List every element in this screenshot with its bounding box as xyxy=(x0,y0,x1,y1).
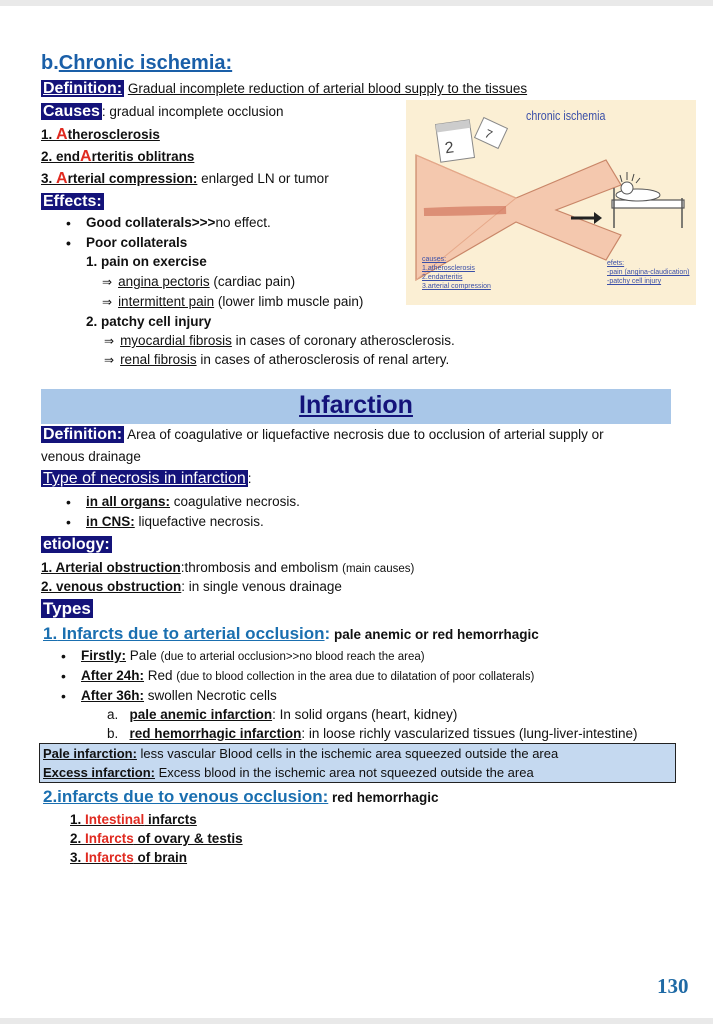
bullet-bold: Good collaterals>>> xyxy=(86,215,216,230)
cause-name: therosclerosis xyxy=(67,127,160,142)
necrosis-bullet-1 xyxy=(86,494,300,509)
section-heading xyxy=(41,52,232,75)
chronic-ischemia-diagram xyxy=(406,100,696,305)
note-term: Excess infarction: xyxy=(43,765,155,780)
type-title: 2.infarcts due to venous occlusion: xyxy=(43,787,329,806)
cause-item-2 xyxy=(41,148,194,166)
infarct-text: : In solid organs (heart, kidney) xyxy=(272,707,458,722)
diagram-effect: -patchy cell injury xyxy=(607,278,662,285)
type2-heading xyxy=(43,787,439,807)
causes-label: Causes xyxy=(43,103,100,120)
stage-bullet-2 xyxy=(81,668,534,683)
infarction-definition-line xyxy=(41,426,604,444)
item-text: of ovary & testis xyxy=(133,831,243,846)
diagram-effect: -pain (angina-claudication) xyxy=(607,269,690,276)
etiology-item-1 xyxy=(41,560,414,575)
cause-initial: A xyxy=(56,170,68,187)
infarct-term: red hemorrhagic infarction xyxy=(129,726,302,741)
cause-detail: enlarged LN or tumor xyxy=(197,171,329,186)
infarct-text: : in loose richly vascularized tissues (lung-liver-intestine) xyxy=(301,726,638,741)
item-highlight: Infarcts xyxy=(85,850,134,865)
type-subtitle: red hemorrhagic xyxy=(328,790,439,805)
effect-bullet-1 xyxy=(86,215,271,230)
diagram-cause: 2.endarteritis xyxy=(422,274,463,281)
sub-item-1a xyxy=(102,274,295,289)
stage-term: After 24h: xyxy=(81,668,145,683)
sub-item-2b xyxy=(104,352,449,367)
diagram-effects-head: efets: xyxy=(607,260,625,267)
etiology-item-2 xyxy=(41,579,342,594)
necrosis-type-line xyxy=(41,470,252,488)
cause-number: 3. xyxy=(41,171,57,186)
type-number: 1. xyxy=(43,624,58,643)
item-text: of brain xyxy=(133,850,188,865)
stage-note: (due to blood collection in the area due to dilatation of poor collaterals) xyxy=(176,671,535,683)
bullet-text: no effect. xyxy=(215,215,271,230)
etiology-term: 2. venous obstruction xyxy=(41,579,182,594)
note-text: Excess blood in the ischemic area not squeezed outside the area xyxy=(155,765,534,780)
type1-heading xyxy=(43,624,539,644)
term-detail: in cases of coronary atherosclerosis. xyxy=(231,333,455,348)
diagram-cause: 3.arterial compression xyxy=(422,283,491,290)
section-title: Chronic ischemia: xyxy=(58,52,233,74)
stage-term: After 36h: xyxy=(81,688,145,703)
type-subtitle: pale anemic or red hemorrhagic xyxy=(330,627,539,642)
venous-item-1 xyxy=(70,812,197,827)
etiology-note: (main causes) xyxy=(342,563,415,575)
bullet-text: coagulative necrosis. xyxy=(170,494,300,509)
page-number: 130 xyxy=(657,974,689,998)
page xyxy=(0,6,713,1018)
list-letter: a. xyxy=(107,707,119,722)
bullet-text: liquefactive necrosis. xyxy=(134,514,264,529)
note-line-1 xyxy=(43,746,558,761)
list-letter: b. xyxy=(107,726,119,741)
types-label: Types xyxy=(43,599,91,618)
bed-shape xyxy=(612,200,684,208)
causes-line xyxy=(41,103,284,121)
infarction-note-box xyxy=(39,743,676,783)
diagram-causes-head: causes: xyxy=(422,256,447,263)
stage-text: Red xyxy=(144,668,177,683)
venous-item-2 xyxy=(70,831,243,846)
item-highlight: Infarcts xyxy=(85,831,134,846)
definition-continued: venous drainage xyxy=(41,449,141,464)
types-line xyxy=(41,599,93,619)
definition-text: Area of coagulative or liquefactive necrosis due to occlusion of arterial supply or xyxy=(124,427,604,442)
infarct-term: pale anemic infarction xyxy=(129,707,273,722)
term: myocardial fibrosis xyxy=(120,333,232,348)
section-prefix: b. xyxy=(41,52,59,74)
cause-name: rteritis oblitrans xyxy=(91,149,195,164)
cause-item-3 xyxy=(41,170,329,188)
effects-line xyxy=(41,193,104,211)
definition-line xyxy=(41,80,527,98)
etiology-text: : in single venous drainage xyxy=(181,579,342,594)
item-number: 1. xyxy=(70,812,86,827)
stage-text: swollen Necrotic cells xyxy=(144,688,277,703)
bullet-term: in all organs: xyxy=(86,494,171,509)
sub-item-2a xyxy=(104,333,455,348)
sub-item-1b xyxy=(102,294,363,309)
infarction-banner xyxy=(41,389,671,424)
effects-label: Effects: xyxy=(43,193,102,210)
cause-initial: A xyxy=(56,126,68,143)
occlusion-shape xyxy=(424,210,506,212)
implies-icon: ⇒ xyxy=(104,334,115,348)
term: intermittent pain xyxy=(118,294,215,309)
necrosis-colon: : xyxy=(247,471,252,486)
sub-item-2: 2. patchy cell injury xyxy=(86,314,212,329)
term: renal fibrosis xyxy=(120,352,197,367)
svg-text:2: 2 xyxy=(443,139,456,158)
cause-initial: A xyxy=(80,148,92,165)
necrosis-bullet-2 xyxy=(86,514,264,529)
infarction-title: Infarction xyxy=(299,391,413,419)
bullet-term: in CNS: xyxy=(86,514,135,529)
item-number: 3. xyxy=(70,850,86,865)
stage-note: (due to arterial occlusion>>no blood reach the area) xyxy=(160,651,425,663)
stage-bullet-1 xyxy=(81,648,425,663)
diagram-title: chronic ischemia xyxy=(526,108,606,123)
diagram-causes xyxy=(422,255,491,291)
infarct-type-a xyxy=(107,707,457,722)
implies-icon: ⇒ xyxy=(102,275,113,289)
diagram-effects xyxy=(607,259,690,286)
item-highlight: Intestinal xyxy=(85,812,145,827)
stage-bullet-3 xyxy=(81,688,277,703)
definition-label: Definition: xyxy=(43,426,123,443)
stage-text: Pale xyxy=(126,648,161,663)
etiology-text: :thrombosis and embolism xyxy=(180,560,343,575)
note-text: less vascular Blood cells in the ischemic area squeezed outside the area xyxy=(136,746,559,761)
type-colon: : xyxy=(324,624,331,643)
svg-text:7: 7 xyxy=(482,126,495,142)
venous-item-3 xyxy=(70,850,187,865)
etiology-label: etiology: xyxy=(43,536,110,553)
necrosis-type-label: Type of necrosis in infarction xyxy=(43,470,246,487)
term: angina pectoris xyxy=(118,274,210,289)
infarct-type-b xyxy=(107,726,637,741)
effect-bullet-2: • Poor collaterals xyxy=(86,235,187,250)
cause-number: 2. end xyxy=(41,149,81,164)
item-text: infarcts xyxy=(144,812,197,827)
cause-item-1 xyxy=(41,126,160,144)
diagram-cause: 1.atherosclerosis xyxy=(422,265,475,272)
term-detail: (cardiac pain) xyxy=(209,274,296,289)
definition-label: Definition: xyxy=(43,80,123,97)
stage-term: Firstly: xyxy=(81,648,127,663)
etiology-line xyxy=(41,536,112,554)
cause-number: 1. xyxy=(41,127,57,142)
term-detail: in cases of atherosclerosis of renal artery. xyxy=(196,352,450,367)
note-line-2 xyxy=(43,765,534,780)
implies-icon: ⇒ xyxy=(102,295,113,309)
item-number: 2. xyxy=(70,831,86,846)
etiology-term: 1. Arterial obstruction xyxy=(41,560,181,575)
type-title: Infarcts due to arterial occlusion xyxy=(57,624,325,643)
definition-text: Gradual incomplete reduction of arterial blood supply to the tissues xyxy=(127,81,528,96)
cause-name: rterial compression: xyxy=(67,171,198,186)
note-term: Pale infarction: xyxy=(43,746,137,761)
term-detail: (lower limb muscle pain) xyxy=(214,294,364,309)
implies-icon: ⇒ xyxy=(104,353,115,367)
sub-item-1: 1. pain on exercise xyxy=(86,254,207,269)
causes-text: : gradual incomplete occlusion xyxy=(101,104,284,119)
